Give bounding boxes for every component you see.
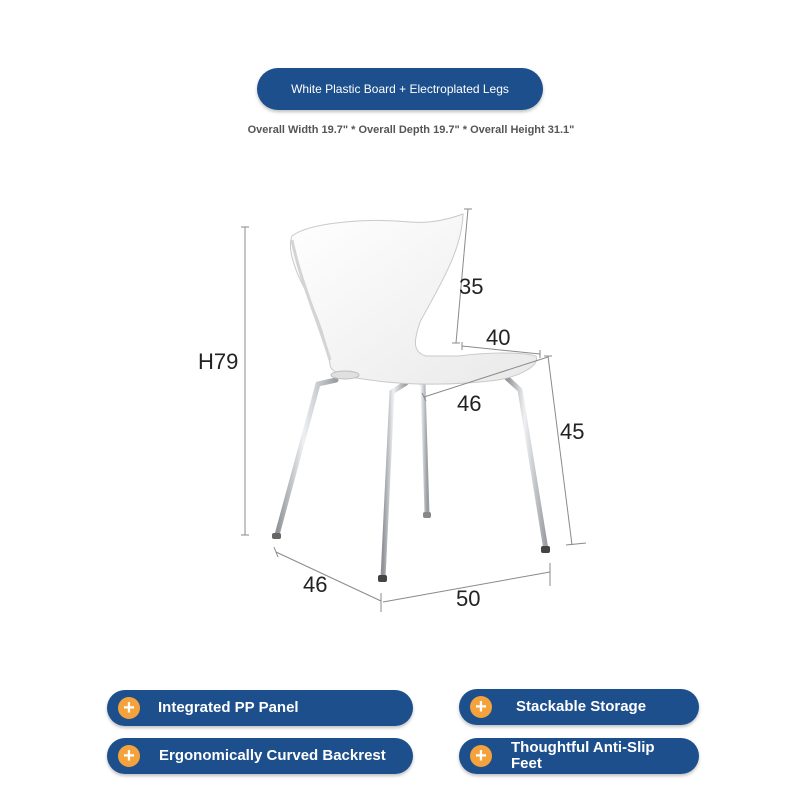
height-label: H79: [198, 349, 239, 374]
seat-width-label: 46: [457, 391, 482, 416]
chair-shell: [290, 214, 536, 384]
base-depth-dimension-line: [276, 552, 381, 601]
feature-anti-slip-feet: [459, 738, 699, 774]
seat-height-dimension-line: [548, 356, 572, 545]
chair-leg-front-center: [383, 383, 406, 578]
feature-stackable-storage: [459, 689, 699, 725]
chair-leg-front-right: [507, 378, 546, 550]
base-width-label: 50: [456, 586, 481, 611]
feature-ergonomic-backrest: [107, 738, 413, 774]
base-depth-label: 46: [303, 572, 328, 597]
feature-label: Thoughtful Anti-Slip Feet: [511, 739, 655, 772]
chair-legs: [272, 376, 550, 582]
backrest-height-label: 35: [459, 274, 484, 299]
plus-icon: +: [118, 745, 140, 767]
feature-label: Integrated PP Panel: [158, 699, 299, 716]
plus-icon: +: [118, 697, 140, 719]
plus-icon: +: [470, 745, 492, 767]
seat-height-label: 45: [560, 419, 585, 444]
feature-label: Ergonomically Curved Backrest: [159, 747, 386, 764]
feature-label: Stackable Storage: [516, 698, 647, 715]
feature-integrated-pp-panel: [107, 690, 413, 726]
material-text: White Plastic Board + Electroplated Legs: [291, 82, 509, 96]
overall-dimensions-text: Overall Width 19.7" * Overall Depth 19.7" * Overall Height 31.1": [247, 124, 575, 136]
plus-icon: +: [470, 696, 492, 718]
seat-depth-label: 40: [486, 325, 511, 350]
chair-leg-front-left: [277, 380, 336, 535]
